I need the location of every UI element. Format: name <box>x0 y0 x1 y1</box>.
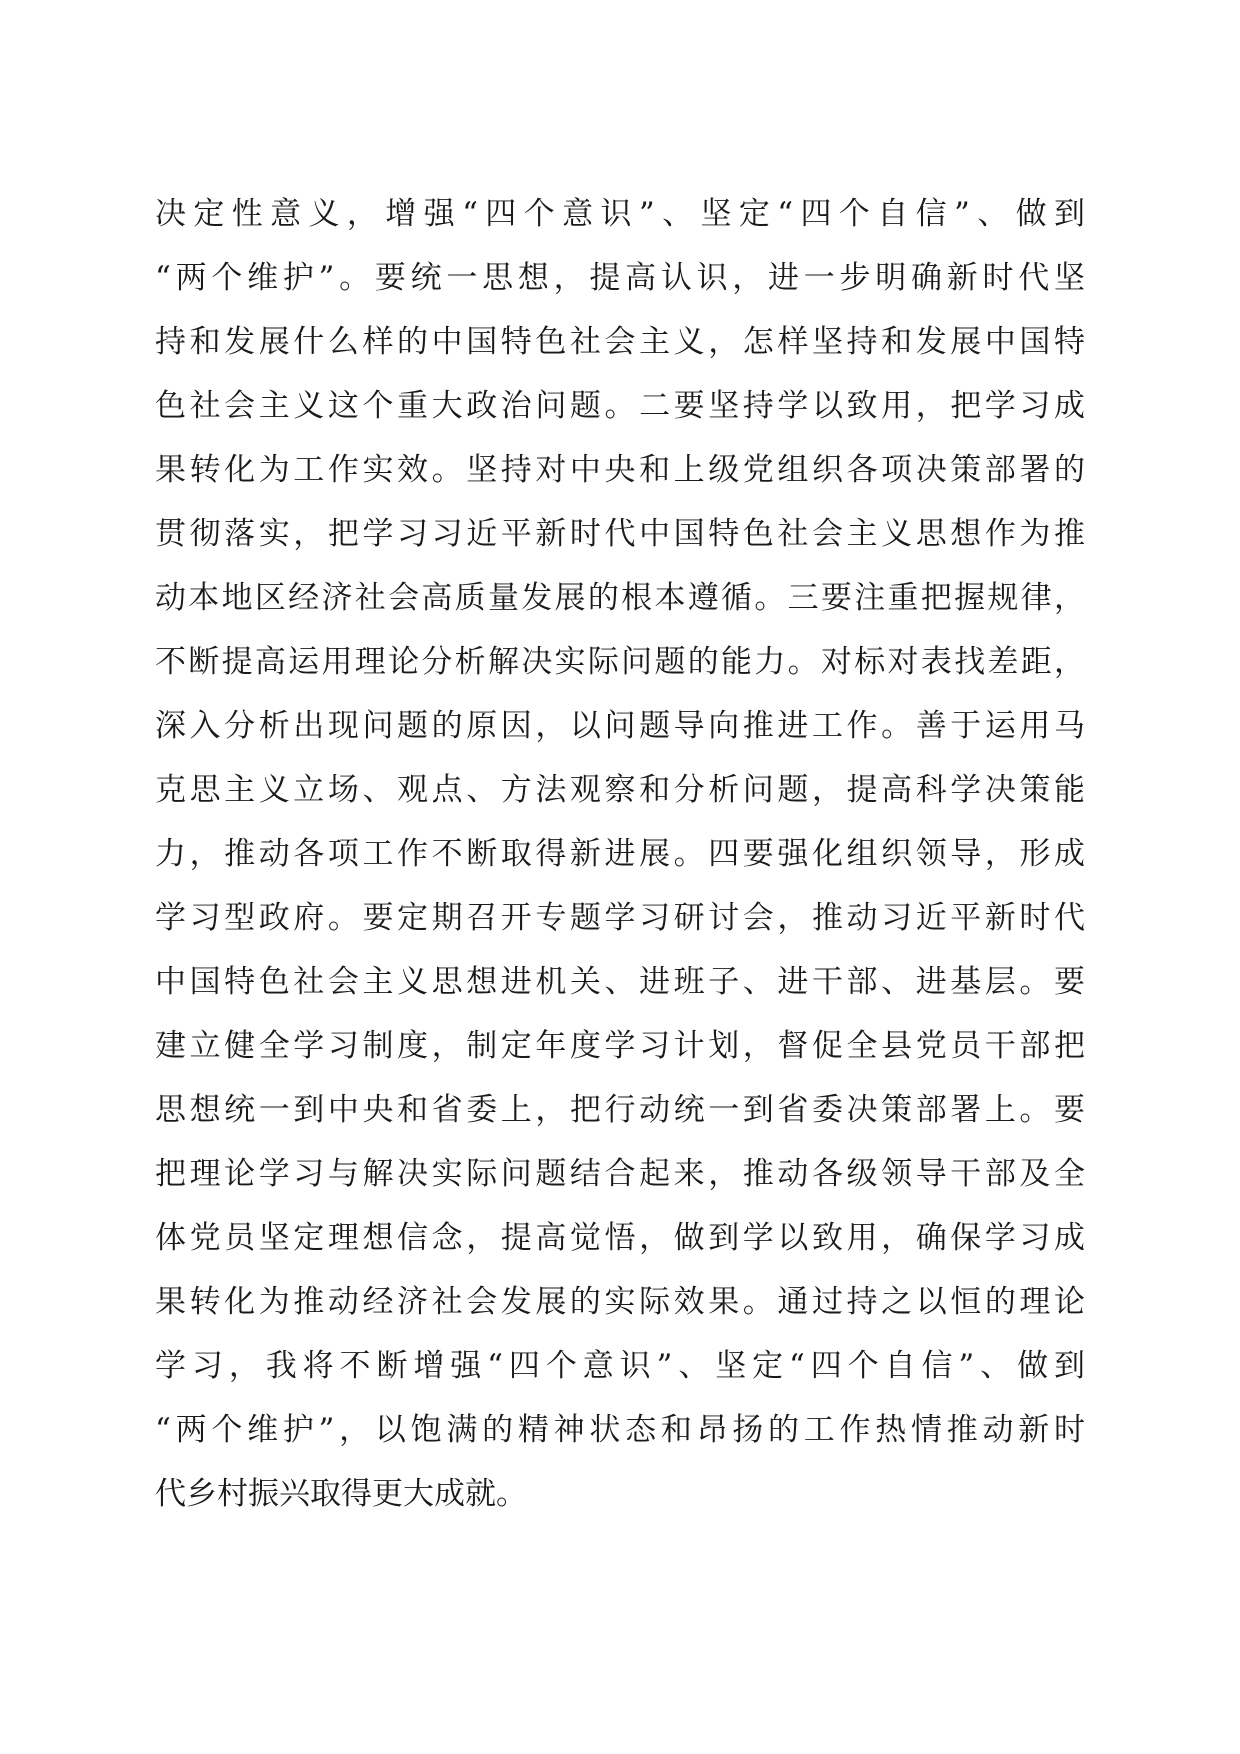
text-line-15: 思想统一到中央和省委上，把行动统一到省委决策部署上。要 <box>155 1092 1085 1128</box>
text-line-20: “两个维护”，以饱满的精神状态和昂扬的工作热情推动新时 <box>155 1412 1085 1448</box>
text-line-17: 体党员坚定理想信念，提高觉悟，做到学以致用，确保学习成 <box>155 1220 1085 1256</box>
text-line-8: 不断提高运用理论分析解决实际问题的能力。对标对表找差距， <box>155 644 1085 680</box>
text-line-5: 果转化为工作实效。坚持对中央和上级党组织各项决策部署的 <box>155 452 1085 488</box>
text-line-3: 持和发展什么样的中国特色社会主义，怎样坚持和发展中国特 <box>155 324 1085 360</box>
text-line-7: 动本地区经济社会高质量发展的根本遵循。三要注重把握规律， <box>155 580 1085 616</box>
text-line-12: 学习型政府。要定期召开专题学习研讨会，推动习近平新时代 <box>155 900 1085 936</box>
text-line-2: “两个维护”。要统一思想，提高认识，进一步明确新时代坚 <box>155 260 1085 296</box>
body-paragraph <box>155 182 1085 1526</box>
text-line-19: 学习，我将不断增强“四个意识”、坚定“四个自信”、做到 <box>155 1348 1085 1384</box>
text-line-6: 贯彻落实，把学习习近平新时代中国特色社会主义思想作为推 <box>155 516 1085 552</box>
text-line-11: 力，推动各项工作不断取得新进展。四要强化组织领导，形成 <box>155 836 1085 872</box>
text-line-4: 色社会主义这个重大政治问题。二要坚持学以致用，把学习成 <box>155 388 1085 424</box>
text-line-14: 建立健全学习制度，制定年度学习计划，督促全县党员干部把 <box>155 1028 1085 1064</box>
text-line-21: 代乡村振兴取得更大成就。 <box>155 1476 527 1512</box>
text-line-10: 克思主义立场、观点、方法观察和分析问题，提高科学决策能 <box>155 772 1085 808</box>
text-line-18: 果转化为推动经济社会发展的实际效果。通过持之以恒的理论 <box>155 1284 1085 1320</box>
text-line-9: 深入分析出现问题的原因，以问题导向推进工作。善于运用马 <box>155 708 1085 744</box>
text-line-16: 把理论学习与解决实际问题结合起来，推动各级领导干部及全 <box>155 1156 1085 1192</box>
text-line-1: 决定性意义，增强“四个意识”、坚定“四个自信”、做到 <box>155 196 1085 232</box>
text-line-13: 中国特色社会主义思想进机关、进班子、进干部、进基层。要 <box>155 964 1085 1000</box>
